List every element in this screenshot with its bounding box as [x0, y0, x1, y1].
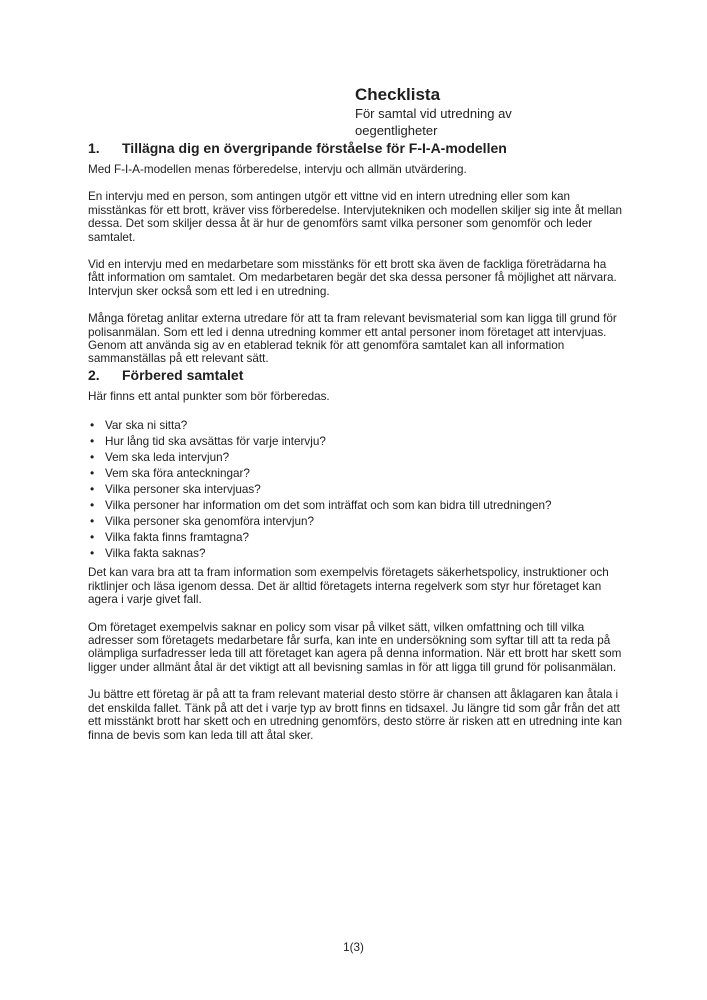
section-2-title: Förbered samtalet: [122, 366, 244, 383]
paragraph-interview-person: En intervju med en person, som antingen utgör ett vittne vid en intern utredning eller som kan misstänkas för ett brott, kräver viss förberedelse. Intervjutekniken och modellen skiljer sig inte åt mellan dessa. Det som skiljer dessa åt är hur de genomförs samt vilka personer som genomför och leder samtalet.: [88, 190, 622, 244]
paragraph-external-investigators: Många företag anlitar externa utredare för att ta fram relevant bevismaterial som kan ligga till grund för polisanmälan. Som ett led i denna utredning kommer ett antal personer inom företaget att intervjuas. Genom att använda sig av en etablerad teknik för att genomföra samtalet kan all information sammanställas på ett relevant sätt.: [88, 312, 617, 366]
bullet-item: • Hur lång tid ska avsättas för varje intervju?: [88, 434, 625, 450]
section-1-title: Tillägna dig en övergripande förståelse för F-I-A-modellen: [122, 140, 507, 156]
bullet-item: • Vem ska leda intervjun?: [88, 450, 625, 466]
document-header: [355, 0, 625, 139]
page-subtitle-line-1: För samtal vid utredning av: [355, 106, 512, 121]
bullet-item: • Var ska ni sitta?: [88, 418, 625, 434]
section-2-number: 2.: [88, 366, 100, 383]
section-1-number: 1.: [88, 140, 100, 156]
bullet-item: • Vilka personer ska genomföra intervjun?: [88, 514, 625, 530]
page-title: Checklista: [355, 85, 441, 104]
section-prepare-conversation: [88, 366, 625, 742]
page-subtitle-line-2: oegentligheter: [355, 123, 438, 138]
bullet-item: • Vilka fakta finns framtagna?: [88, 530, 625, 546]
bullet-item: • Vilka personer har information om det som inträffat och som kan bidra till utredningen?: [88, 498, 625, 514]
page-number: 1(3): [343, 941, 364, 954]
section-1-heading: [88, 139, 625, 157]
bullet-item: • Vem ska föra anteckningar?: [88, 466, 625, 482]
bullet-list: [88, 418, 625, 561]
paragraph-timeline: Ju bättre ett företag är på att ta fram relevant material desto större är chansen att åklagaren kan åtala i det enskilda fallet. Tänk på att det i varje typ av brott finns en tidsaxel. Ju längre tid som går från det att ett misstänkt brott har skett och en utredning genomförs, desto större är risken att en utredning inte kan finna de bevis som kan leda till att åtal sker.: [88, 688, 623, 742]
paragraph-intro-points: Här finns ett antal punkter som bör förberedas.: [88, 389, 330, 403]
paragraph-fia-definition: Med F-I-A-modellen menas förberedelse, intervju och allmän utvärdering.: [88, 163, 467, 176]
section-2-heading: [88, 366, 625, 384]
paragraph-security-policy: Det kan vara bra att ta fram information som exempelvis företagets säkerhetspolicy, instruktioner och riktlinjer och läsa igenom dessa. Det är alltid företagets interna regelverk som styr hur företaget kan agera i varje givet fall.: [88, 566, 609, 607]
section-fia-model: [88, 139, 625, 366]
paragraph-missing-policy: Om företaget exempelvis saknar en policy som visar på vilket sätt, vilken omfattning och till vilka adresser som företagets medarbetare får surfa, kan inte en undersökning som syftar till att ta reda på olämpliga surfadresser leda till att företaget kan agera på denna information. När ett brott har skett som ligger under allmänt åtal är det viktigt att all bevisning samlas in för att ligga till grund för polisanmälan.: [88, 620, 622, 674]
paragraph-union-representatives: Vid en intervju med en medarbetare som misstänks för ett brott ska även de fackliga företrädarna ha fått information om samtalet. Om medarbetaren begär det ska dessa personer få möjlighet att närvara. Intervjun sker också som ett led i en utredning.: [88, 258, 617, 298]
bullet-item: • Vilka fakta saknas?: [88, 546, 625, 562]
bullet-item: • Vilka personer ska intervjuas?: [88, 482, 625, 498]
